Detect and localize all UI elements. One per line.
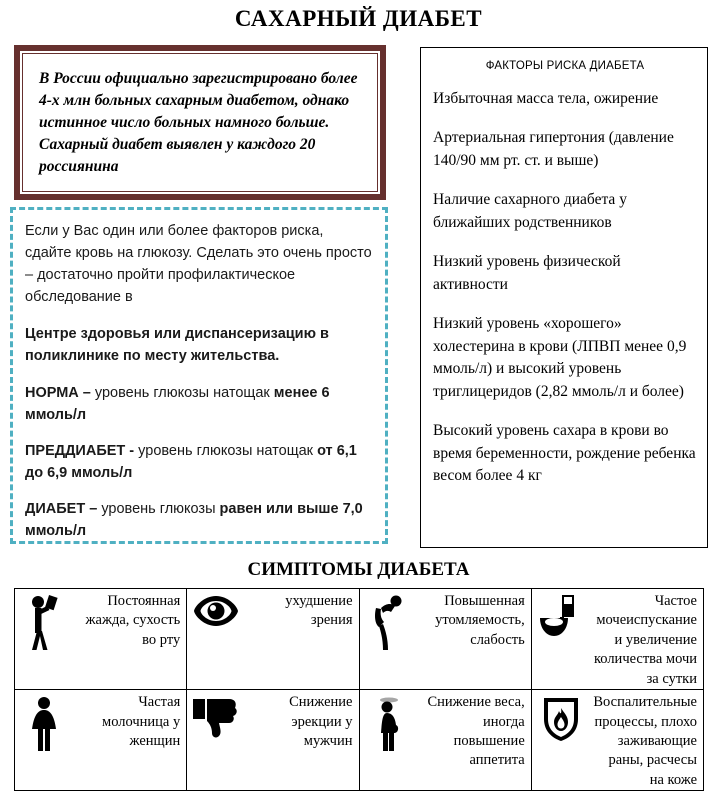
eye-icon [187,589,245,628]
symptom-label: Частая молочница у женщин [102,694,181,749]
thumbs-down-icon [187,690,245,739]
table-row [15,690,704,791]
risk-factor-item: Низкий уровень физической активности [433,253,621,293]
glucose-level-prediabet-dash: - [125,443,139,460]
glucose-level-prediabet [25,440,373,484]
symptom-label: Повышенная утомляемость, слабость [435,593,525,648]
statistics-box [14,45,386,200]
glucose-level-diabet-value: равен или выше 7,0 ммоль/л [25,501,363,540]
symptom-label: Постоянная жажда, сухость во рту [85,593,181,648]
risk-factor-item: Избыточная масса тела, ожирение [433,90,659,107]
person-drinking-icon [15,589,73,652]
glucose-level-prediabet-value: от 6,1 до 6,9 ммоль/л [25,443,357,482]
glucose-level-diabet-dash: – [85,501,102,518]
toilet-icon [532,589,590,640]
symptom-cell-thirst [15,589,187,690]
symptoms-title: СИМПТОМЫ ДИАБЕТА [247,559,470,580]
glucose-level-norma-term: НОРМА [25,385,79,402]
page-title: САХАРНЫЙ ДИАБЕТ [234,6,483,31]
advice-intro-text: Если у Вас один или более факторов риска, сдайте кровь на глюкозу. Сделать это очень просто – достаточно пройти профилактическое обследование в [25,223,372,306]
glucose-level-diabet [25,498,373,542]
symptom-cell-erection [187,690,359,791]
symptom-cell-urination [531,589,703,690]
glucose-level-norma [25,382,373,426]
shield-flame-icon [532,690,590,743]
tired-person-icon [360,589,418,652]
symptom-label: Частое мочеиспускание и увеличение количества мочи за сутки [593,593,697,687]
risk-factor-item: Высокий уровень сахара в крови во время беременности, рождение ребенка весом более 4 кг [433,422,696,485]
statistics-line-2: Сахарный диабет выявлен у каждого 20 россиянина [39,136,316,175]
glucose-level-diabet-term: ДИАБЕТ [25,501,86,518]
symptom-cell-inflammation [531,690,703,791]
glucose-level-norma-text: уровень глюкозы натощак [94,385,274,402]
symptom-cell-weightloss [359,690,531,791]
glucose-level-prediabet-term: ПРЕДДИАБЕТ [25,443,126,460]
risk-factor-item: Низкий уровень «хорошего» холестерина в крови (ЛПВП менее 0,9 ммоль/л) и высокий уровень триглицеридов (2,82 ммоль/л и более) [433,315,687,400]
statistics-box-inner [22,53,378,192]
advice-box [10,207,388,544]
risk-factor-item: Наличие сахарного диабета у ближайших родственников [433,191,627,231]
symptoms-table [14,588,704,791]
risk-factors-box [420,47,708,548]
symptom-label: Воспалительные процессы, плохо заживающие раны, расчесы на коже [593,694,697,788]
statistics-line-1: В России официально зарегистрировано более 4-х млн больных сахарным диабетом, однако истинное число больных намного больше. [39,70,358,131]
pregnant-woman-icon [360,690,418,753]
symptom-label: Снижение эрекции у мужчин [289,694,353,749]
symptom-label: Снижение веса, иногда повышение аппетита [427,694,525,769]
symptom-cell-vision [187,589,359,690]
table-row [15,589,704,690]
risk-factor-item: Артериальная гипертония (давление 140/90 мм рт. ст. и выше) [433,129,674,169]
symptom-cell-thrush [15,690,187,791]
glucose-level-diabet-text: уровень глюкозы [101,501,220,518]
glucose-level-norma-value: менее 6 ммоль/л [25,385,330,424]
glucose-level-prediabet-text: уровень глюкозы натощак [138,443,318,460]
glucose-level-norma-dash: – [78,385,95,402]
symptom-cell-fatigue [359,589,531,690]
risk-factors-heading: ФАКТОРЫ РИСКА ДИАБЕТА [485,60,645,72]
advice-place-text: Центре здоровья или диспансеризацию в поликлинике по месту жительства. [25,326,329,365]
woman-icon [15,690,73,753]
symptom-label: ухудшение зрения [285,593,353,629]
